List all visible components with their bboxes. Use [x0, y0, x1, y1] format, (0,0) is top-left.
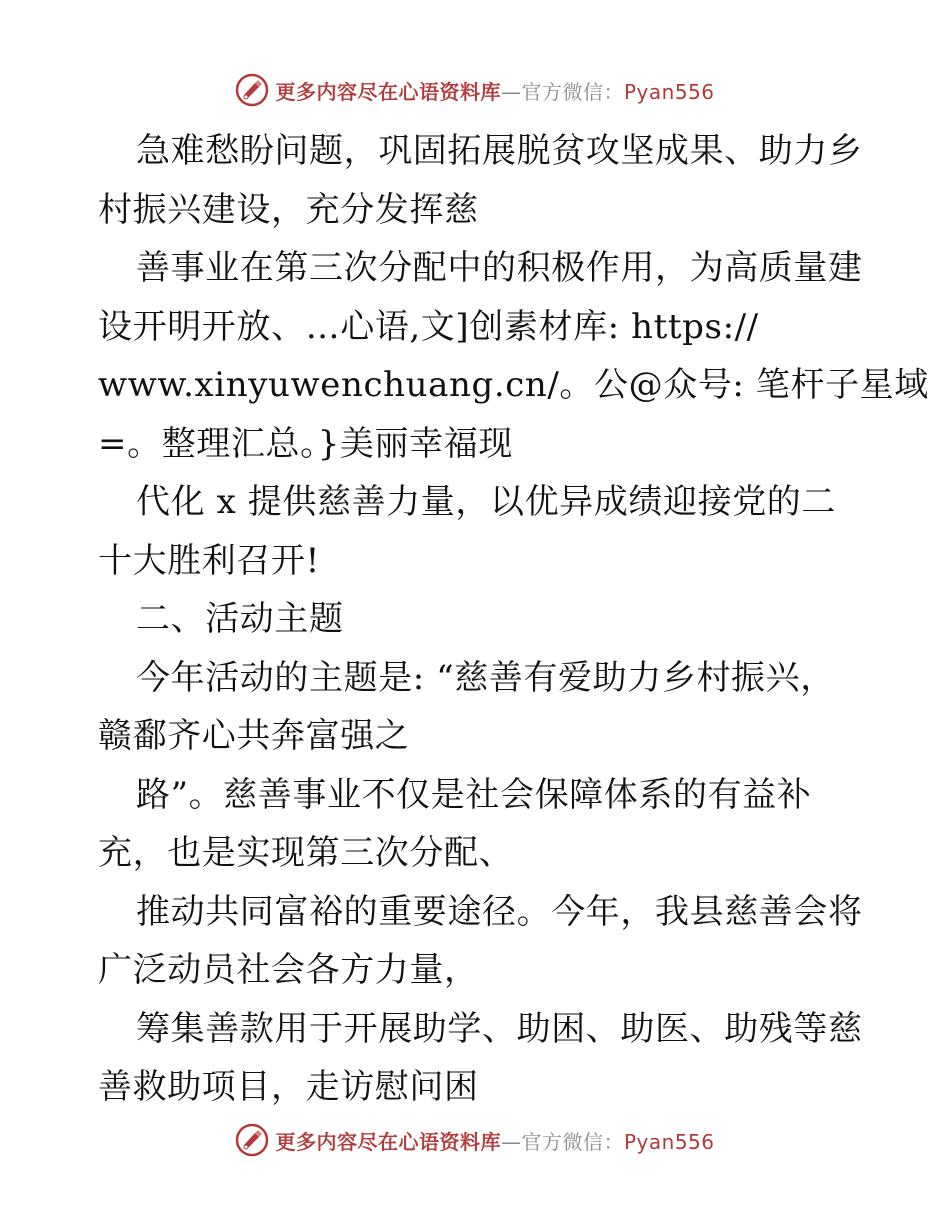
header-brand-text: 更多内容尽在心语资料库: [275, 79, 501, 104]
body-text-line: 二、活动主题: [136, 599, 344, 639]
body-text-line: 代化 x 提供慈善力量，以优异成绩迎接党的二: [136, 482, 836, 522]
footer-brand-text: 更多内容尽在心语资料库: [275, 1129, 501, 1154]
footer-wechat-label: 官方微信：: [521, 1129, 624, 1154]
body-text-line: 广泛动员社会各方力量，: [98, 950, 479, 990]
body-text-line: 今年活动的主题是: “慈善有爱助力乡村振兴，: [136, 657, 835, 698]
body-text-line: 善救助项目，走访慰问困: [98, 1067, 479, 1107]
header-wechat-id: Pyan556: [623, 79, 715, 104]
body-text-line: 村振兴建设，充分发挥慈: [98, 189, 479, 230]
footer-watermark-banner: [0, 1120, 950, 1160]
body-text-line: www.xinyuwenchuang.cn/。公@众号: 笔杆子星域: [98, 365, 929, 405]
brand-logo-icon: [235, 73, 269, 107]
header-banner-text: [275, 76, 714, 105]
header-watermark-banner: [0, 70, 950, 110]
footer-wechat-id: Pyan556: [623, 1129, 715, 1154]
header-separator: —: [500, 79, 522, 104]
body-text-line: 设开明开放、…心语,文]创素材库: https://: [98, 306, 759, 347]
body-text-line: 充，也是实现第三次分配、: [98, 833, 514, 873]
body-text-line: 赣鄱齐心共奔富强之: [98, 716, 410, 756]
body-text-line: =。整理汇总。}美丽幸福现: [98, 423, 513, 464]
brand-logo-icon: [235, 1123, 269, 1157]
body-text-line: 筹集善款用于开展助学、助困、助医、助残等慈: [136, 1008, 863, 1049]
footer-banner-text: [275, 1126, 714, 1155]
header-wechat-label: 官方微信：: [521, 79, 624, 104]
document-body: [98, 122, 929, 1117]
body-text-line: 推动共同富裕的重要途径。今年，我县慈善会将: [136, 891, 863, 932]
body-text-line: 善事业在第三次分配中的积极作用，为高质量建: [136, 248, 863, 288]
body-text-line: 路”。慈善事业不仅是社会保障体系的有益补: [136, 774, 812, 815]
footer-separator: —: [500, 1129, 522, 1154]
body-text-line: 十大胜利召开!: [98, 540, 320, 581]
body-text-line: 急难愁盼问题，巩固拓展脱贫攻坚成果、助力乡: [136, 131, 863, 171]
